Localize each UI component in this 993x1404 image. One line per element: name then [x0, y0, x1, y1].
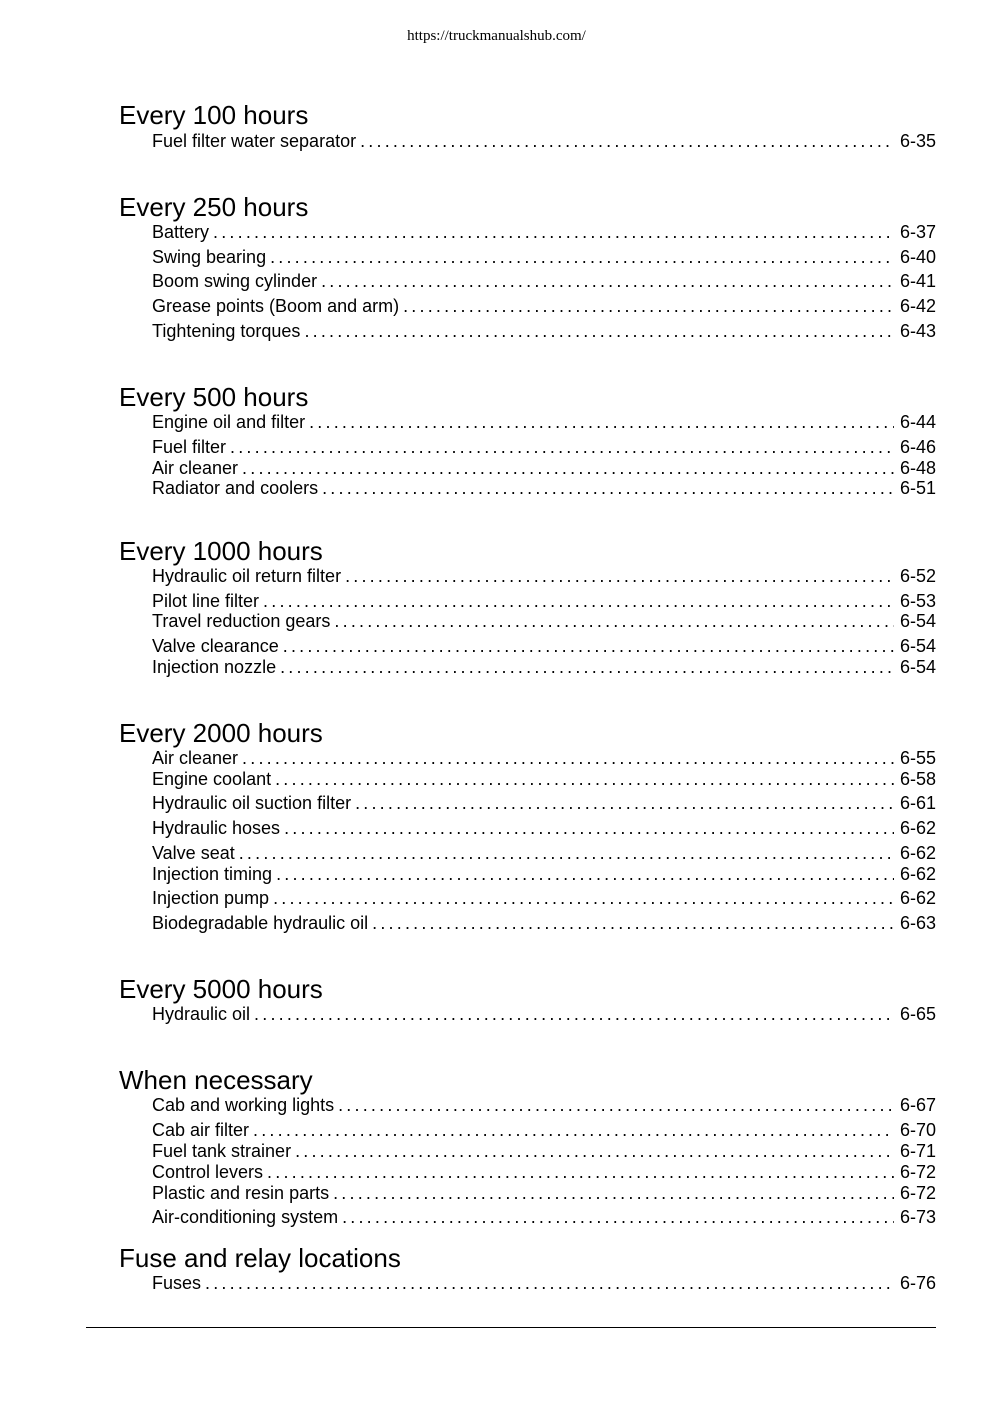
section-heading: Every 2000 hours — [119, 718, 323, 748]
toc-entry-label: Air-conditioning system — [152, 1207, 339, 1227]
dot-leader — [304, 320, 894, 342]
toc-entry-label: Travel reduction gears — [152, 611, 331, 631]
toc-entry-label: Radiator and coolers — [152, 478, 319, 498]
toc-entry[interactable] — [152, 457, 936, 479]
section-heading: Every 250 hours — [119, 192, 309, 222]
dot-leader — [342, 1206, 894, 1228]
toc-entry-label: Injection nozzle — [152, 657, 277, 677]
dot-leader — [254, 1003, 894, 1025]
section-heading: Every 1000 hours — [119, 536, 323, 566]
dot-leader — [267, 1161, 894, 1183]
dot-leader — [263, 590, 894, 612]
toc-entry-page-number: 6-61 — [899, 793, 936, 813]
toc-entry-page-number: 6-62 — [899, 888, 936, 908]
toc-section — [119, 192, 936, 341]
toc-entry[interactable] — [152, 270, 936, 292]
toc-entry[interactable] — [152, 656, 936, 678]
dot-leader — [275, 768, 894, 790]
toc-entry-label: Boom swing cylinder — [152, 271, 318, 291]
toc-entry-label: Fuel tank strainer — [152, 1141, 292, 1161]
toc-entry-label: Tightening torques — [152, 321, 301, 341]
toc-entry[interactable] — [152, 320, 936, 342]
dot-leader — [338, 1094, 894, 1116]
toc-entry-label: Hydraulic oil — [152, 1004, 251, 1024]
toc-entry-label: Swing bearing — [152, 247, 267, 267]
toc-section — [119, 1065, 936, 1227]
toc-entry[interactable] — [152, 635, 936, 657]
dot-leader — [230, 436, 894, 458]
dot-leader — [334, 610, 894, 632]
dot-leader — [242, 457, 894, 479]
toc-entry[interactable] — [152, 295, 936, 317]
dot-leader — [295, 1140, 894, 1162]
toc-entry-page-number: 6-72 — [899, 1183, 936, 1203]
toc-entry-label: Cab air filter — [152, 1120, 250, 1140]
toc-entry[interactable] — [152, 1161, 936, 1183]
toc-entry-page-number: 6-41 — [899, 271, 936, 291]
dot-leader — [345, 565, 894, 587]
section-heading: Every 100 hours — [119, 100, 309, 130]
toc-entry[interactable] — [152, 590, 936, 612]
dot-leader — [280, 656, 894, 678]
section-heading: When necessary — [119, 1065, 313, 1095]
toc-entry-page-number: 6-40 — [899, 247, 936, 267]
dot-leader — [321, 270, 894, 292]
toc-entry-page-number: 6-52 — [899, 566, 936, 586]
toc-entry-label: Cab and working lights — [152, 1095, 335, 1115]
toc-section — [119, 536, 936, 677]
section-heading: Every 5000 hours — [119, 974, 323, 1004]
toc-entry[interactable] — [152, 246, 936, 268]
toc-entry-label: Grease points (Boom and arm) — [152, 296, 400, 316]
toc-entry[interactable] — [152, 565, 936, 587]
toc-entry[interactable] — [152, 436, 936, 458]
dot-leader — [239, 842, 894, 864]
toc-entry-page-number: 6-48 — [899, 458, 936, 478]
toc-entry-label: Air cleaner — [152, 458, 239, 478]
toc-entry-page-number: 6-76 — [899, 1273, 936, 1293]
toc-section — [119, 1243, 936, 1293]
dot-leader — [309, 411, 894, 433]
toc-entry-label: Valve seat — [152, 843, 235, 863]
toc-entry-page-number: 6-37 — [899, 222, 936, 242]
toc-section — [119, 100, 936, 151]
toc-entry[interactable] — [152, 768, 936, 790]
toc-entry[interactable] — [152, 130, 936, 152]
toc-entry-page-number: 6-67 — [899, 1095, 936, 1115]
toc-entry-label: Fuel filter water separator — [152, 131, 357, 151]
toc-entry-page-number: 6-51 — [899, 478, 936, 498]
toc-entry-page-number: 6-54 — [899, 657, 936, 677]
dot-leader — [333, 1182, 894, 1204]
dot-leader — [242, 747, 894, 769]
toc-entry-label: Control levers — [152, 1162, 264, 1182]
toc-entry-label: Engine coolant — [152, 769, 272, 789]
dot-leader — [283, 635, 894, 657]
toc-entry-label: Injection pump — [152, 888, 270, 908]
toc-entry[interactable] — [152, 221, 936, 243]
toc-entry-page-number: 6-43 — [899, 321, 936, 341]
dot-leader — [360, 130, 894, 152]
toc-entry-label: Fuses — [152, 1273, 202, 1293]
toc-entry-page-number: 6-62 — [899, 818, 936, 838]
toc-entry-label: Hydraulic hoses — [152, 818, 281, 838]
toc-entry-page-number: 6-72 — [899, 1162, 936, 1182]
toc-entry[interactable] — [152, 817, 936, 839]
toc-entry-page-number: 6-58 — [899, 769, 936, 789]
toc-entry-label: Injection timing — [152, 864, 273, 884]
toc-entry[interactable] — [152, 912, 936, 934]
toc-entry[interactable] — [152, 411, 936, 433]
site-url-header[interactable]: https://truckmanualshub.com/ — [407, 28, 586, 44]
section-heading: Every 500 hours — [119, 382, 309, 412]
toc-entry-label: Fuel filter — [152, 437, 227, 457]
dot-leader — [322, 477, 894, 499]
section-heading: Fuse and relay locations — [119, 1243, 401, 1273]
toc-section — [119, 382, 936, 498]
dot-leader — [270, 246, 894, 268]
toc-entry-label: Hydraulic oil suction filter — [152, 793, 352, 813]
toc-section — [119, 974, 936, 1024]
toc-entry-page-number: 6-55 — [899, 748, 936, 768]
toc-entry-page-number: 6-71 — [899, 1141, 936, 1161]
toc-entry-page-number: 6-42 — [899, 296, 936, 316]
toc-entry-page-number: 6-65 — [899, 1004, 936, 1024]
toc-entry[interactable] — [152, 842, 936, 864]
toc-entry-label: Battery — [152, 222, 210, 242]
toc-entry[interactable] — [152, 1182, 936, 1204]
toc-entry[interactable] — [152, 1094, 936, 1116]
dot-leader — [276, 863, 894, 885]
toc-entry-page-number: 6-46 — [899, 437, 936, 457]
dot-leader — [253, 1119, 894, 1141]
footer-divider — [86, 1327, 936, 1328]
dot-leader — [284, 817, 894, 839]
toc-entry-page-number: 6-44 — [899, 412, 936, 432]
toc-entry-page-number: 6-70 — [899, 1120, 936, 1140]
toc-entry[interactable] — [152, 1272, 936, 1294]
toc-entry[interactable] — [152, 1119, 936, 1141]
toc-entry[interactable] — [152, 887, 936, 909]
toc-entry-page-number: 6-63 — [899, 913, 936, 933]
toc-entry-label: Pilot line filter — [152, 591, 260, 611]
dot-leader — [273, 887, 894, 909]
toc-entry-label: Biodegradable hydraulic oil — [152, 913, 369, 933]
toc-entry-page-number: 6-62 — [899, 864, 936, 884]
toc-entry-page-number: 6-73 — [899, 1207, 936, 1227]
toc-entry-page-number: 6-53 — [899, 591, 936, 611]
toc-entry-page-number: 6-62 — [899, 843, 936, 863]
toc-entry[interactable] — [152, 1206, 936, 1228]
toc-entry[interactable] — [152, 477, 936, 499]
dot-leader — [213, 221, 894, 243]
dot-leader — [403, 295, 894, 317]
toc-entry[interactable] — [152, 610, 936, 632]
toc-entry[interactable] — [152, 747, 936, 769]
toc-entry[interactable] — [152, 863, 936, 885]
toc-entry-label: Plastic and resin parts — [152, 1183, 330, 1203]
toc-entry[interactable] — [152, 792, 936, 814]
toc-entry[interactable] — [152, 1140, 936, 1162]
toc-entry-label: Air cleaner — [152, 748, 239, 768]
toc-entry-label: Valve clearance — [152, 636, 279, 656]
dot-leader — [372, 912, 894, 934]
dot-leader — [205, 1272, 894, 1294]
toc-entry-page-number: 6-54 — [899, 611, 936, 631]
toc-section — [119, 718, 936, 933]
toc-entry-page-number: 6-54 — [899, 636, 936, 656]
toc-entry[interactable] — [152, 1003, 936, 1025]
toc-entry-label: Hydraulic oil return filter — [152, 566, 342, 586]
toc-entry-label: Engine oil and filter — [152, 412, 306, 432]
dot-leader — [355, 792, 894, 814]
toc-entry-page-number: 6-35 — [899, 131, 936, 151]
